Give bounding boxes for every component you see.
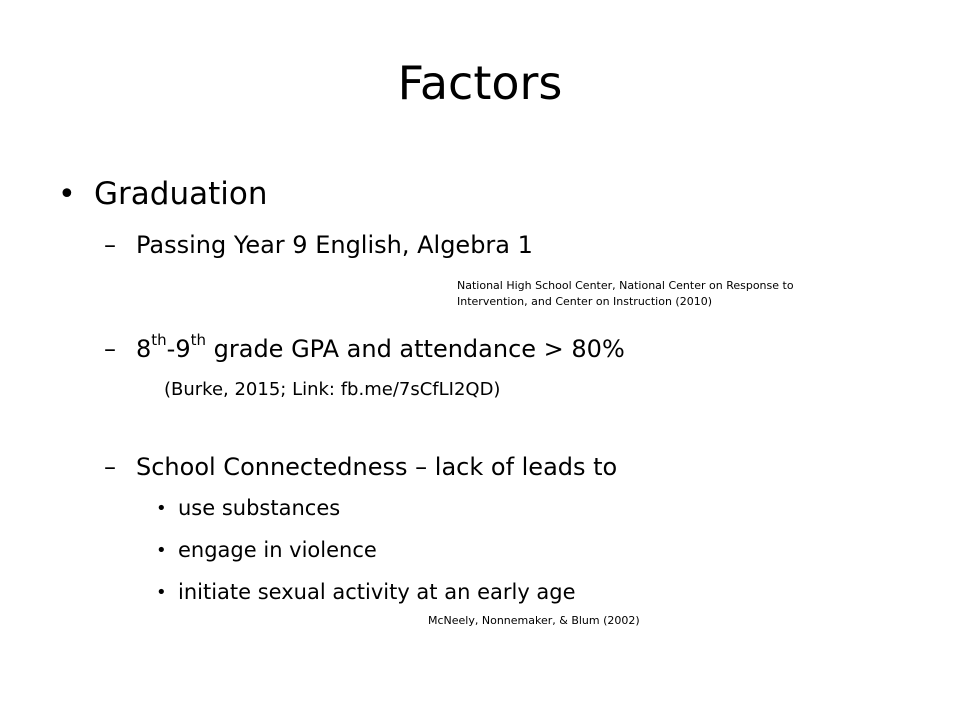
sub-item-substances: use substances [178, 496, 341, 520]
dash-icon: – [104, 453, 116, 481]
gpa-grade-end: -9 [166, 335, 191, 363]
dash-icon: – [104, 335, 116, 363]
sub-item-violence: engage in violence [178, 538, 377, 562]
bullet-icon: • [156, 540, 167, 561]
bullet-graduation: Graduation [94, 176, 268, 212]
gpa-superscript-1: th [151, 331, 167, 349]
bullet-gpa [136, 331, 625, 363]
bullet-icon: • [156, 582, 167, 603]
dash-icon: – [104, 231, 116, 259]
citation-nhsc-line1: National High School Center, National Center on Response to [457, 279, 794, 292]
sub-item-sexual-activity: initiate sexual activity at an early age [178, 580, 576, 604]
citation-burke: (Burke, 2015; Link: fb.me/7sCfLI2QD) [164, 379, 501, 400]
slide-title: Factors [397, 56, 563, 110]
bullet-passing: Passing Year 9 English, Algebra 1 [136, 231, 533, 259]
gpa-text: grade GPA and attendance > 80% [206, 335, 625, 363]
bullet-connectedness: School Connectedness – lack of leads to [136, 453, 618, 481]
gpa-grade-start: 8 [136, 335, 152, 363]
gpa-superscript-2: th [190, 331, 206, 349]
citation-nhsc-line2: Intervention, and Center on Instruction (2010) [457, 294, 712, 308]
bullet-icon: • [156, 498, 167, 519]
citation-nhsc [457, 278, 794, 310]
bullet-icon: • [58, 177, 76, 212]
citation-mcneely: McNeely, Nonnemaker, & Blum (2002) [428, 614, 640, 627]
